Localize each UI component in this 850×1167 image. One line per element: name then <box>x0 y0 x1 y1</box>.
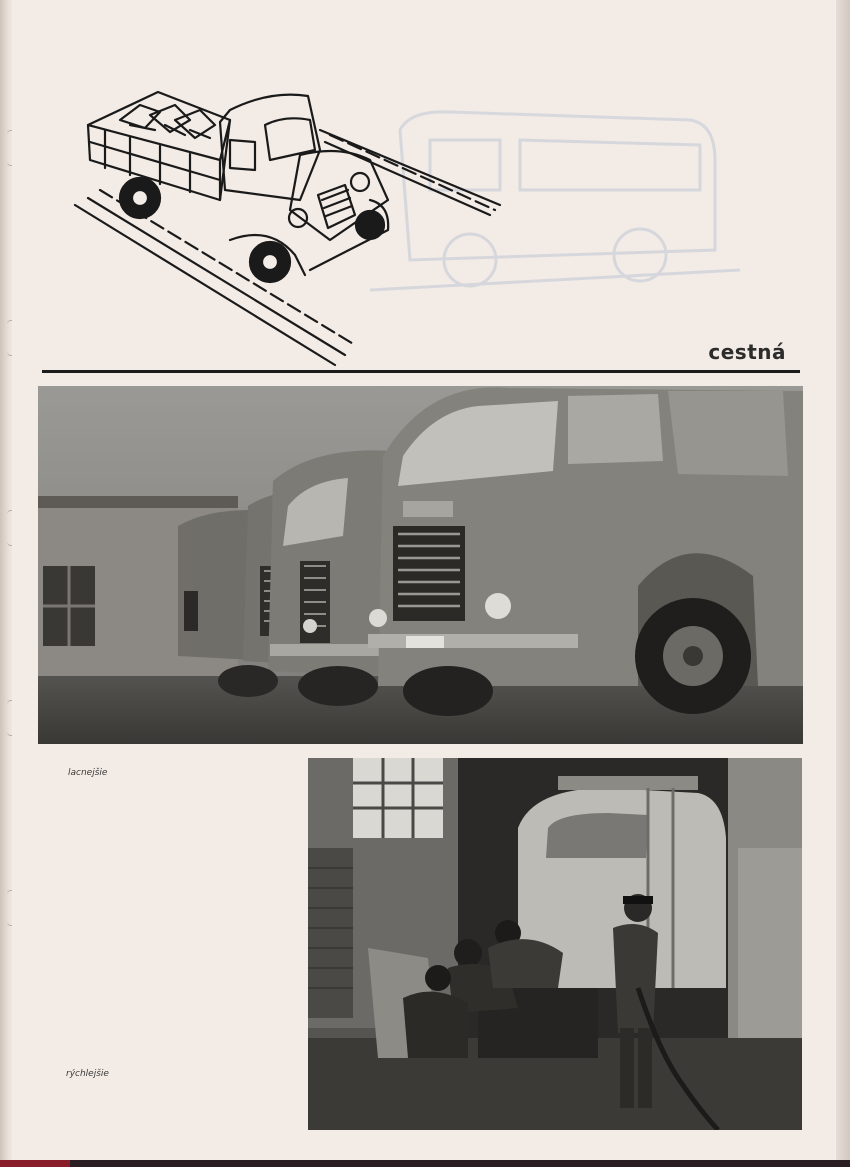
caption-cheaper: lacnejšie <box>68 768 108 778</box>
truck-drawing-icon <box>70 80 510 370</box>
cover-red-strip <box>0 1160 70 1167</box>
garage-photo <box>308 758 802 1130</box>
trucks-photo-illustration <box>38 386 803 744</box>
garage-photo-illustration <box>308 758 802 1130</box>
trucks-photo <box>38 386 803 744</box>
page-edge <box>836 0 850 1167</box>
section-rule <box>42 370 800 373</box>
section-title: cestná <box>708 340 786 364</box>
page-bottom-edge <box>0 1160 850 1167</box>
caption-faster: rýchlejšie <box>66 1069 109 1079</box>
